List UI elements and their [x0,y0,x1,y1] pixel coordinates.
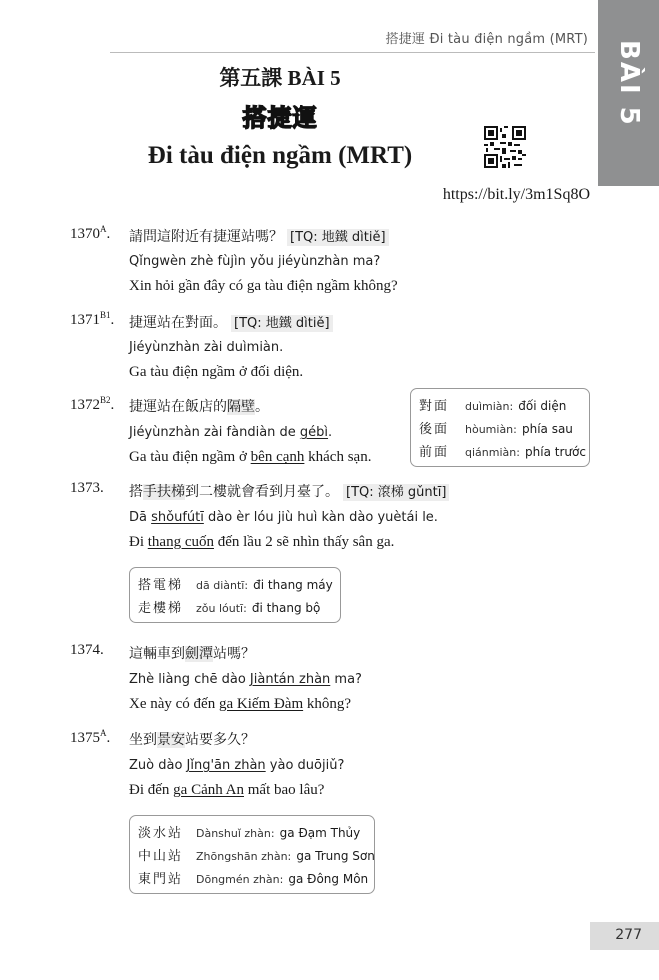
side-tab-label: BÀI 5 [614,40,644,127]
tq-note: [TQ: 地鐵 dìtiě] [231,315,333,332]
pinyin-keyword: Jǐng'ān zhàn [186,758,266,773]
page-number: 277 [615,927,642,943]
vocab-row: 淡水站 Dànshuǐ zhàn: ga Đạm Thủy [138,826,361,841]
qr-code-icon[interactable] [484,126,526,168]
chinese-keyword: 手扶梯 [143,484,185,500]
vietnamese-translation: Xin hỏi gần đây có ga tàu điện ngầm không? [129,278,398,294]
chinese-sentence: 請問這附近有捷運站嗎？ [129,229,283,245]
vietnamese-translation: Ga tàu điện ngầm ở [129,449,251,465]
vocab-row: 對面 duìmiàn: đối diện [419,399,567,414]
vocab-box-directions [410,388,590,467]
entry-number: 1374. [70,642,104,658]
vietnamese-translation: Đi [129,534,148,550]
lesson-url[interactable]: https://bit.ly/3m1Sq8O [442,186,590,203]
vietnamese-keyword: bên cạnh [250,449,305,465]
pinyin: Jiéyùnzhàn zài fàndiàn de [129,425,300,440]
pinyin-keyword: Jiàntán zhàn [249,672,331,687]
entry-number: 1372 [70,397,100,413]
vietnamese-translation: Ga tàu điện ngầm ở đối diện. [129,364,304,380]
pinyin-keyword: gébì [299,425,329,440]
pinyin: Qǐngwèn zhè fùjìn yǒu jiéyùnzhàn ma? [129,254,381,269]
pinyin: Dā [129,510,152,525]
entry-level: A [100,728,107,738]
vietnamese-translation: Đi đến [129,782,174,798]
tq-note: [TQ: 地鐵 dìtiě] [287,229,389,246]
entry-level: B1 [100,310,111,320]
vocab-row: 東門站 Dōngmén zhàn: ga Đông Môn [138,872,369,887]
pinyin: Zuò dào [129,758,187,773]
lesson-title-vietnamese: Đi tàu điện ngầm (MRT) [147,142,413,169]
vocab-box-stations [129,815,375,894]
entry-number: 1375 [70,730,100,746]
header-rule [110,52,595,53]
entry-number: 1370 [70,226,100,242]
pinyin: Zhè liàng chē dào [129,672,250,687]
vocab-row: 中山站 Zhōngshān zhàn: ga Trung Sơn [138,849,375,864]
vietnamese-translation: Xe này có đến [129,696,219,712]
chinese-keyword: 隔壁 [227,399,255,415]
entry-level: A [100,224,107,234]
chinese-sentence: 坐到 [129,732,157,748]
vietnamese-keyword: ga Cảnh An [173,782,244,798]
vocab-row: 搭電梯 dā diàntī: đi thang máy [138,578,333,593]
entry-number: 1371 [70,312,100,328]
lesson-label: 第五課 BÀI 5 [219,66,341,90]
running-header: 搭捷運 Đi tàu điện ngầm (MRT) [385,32,588,47]
pinyin-keyword: shǒufútī [151,510,204,525]
vocab-row: 走樓梯 zǒu lóutī: đi thang bộ [138,601,321,616]
side-tab [598,0,659,186]
vocab-row: 前面 qiánmiàn: phía trước [419,445,586,460]
tq-note: [TQ: 滾梯 gǔntī] [343,484,449,501]
vocab-box-stairs [129,567,341,623]
vietnamese-keyword: ga Kiếm Đàm [218,696,304,712]
pinyin: Jiéyùnzhàn zài duìmiàn. [129,340,284,355]
lesson-title-chinese: 搭捷運 [242,104,318,132]
chinese-sentence: 這輛車到 [129,646,185,662]
chinese-keyword: 劍潭 [185,646,213,662]
chinese-keyword: 景安 [157,732,185,748]
chinese-sentence: 搭 [129,484,143,500]
entry-level: B2 [100,395,111,405]
vietnamese-keyword: thang cuốn [147,534,214,550]
page-number-box [590,922,659,950]
vocab-row: 後面 hòumiàn: phía sau [419,422,573,437]
chinese-sentence: 捷運站在對面。 [129,315,227,331]
chinese-sentence: 捷運站在飯店的 [129,399,227,415]
entry-number: 1373. [70,480,104,496]
